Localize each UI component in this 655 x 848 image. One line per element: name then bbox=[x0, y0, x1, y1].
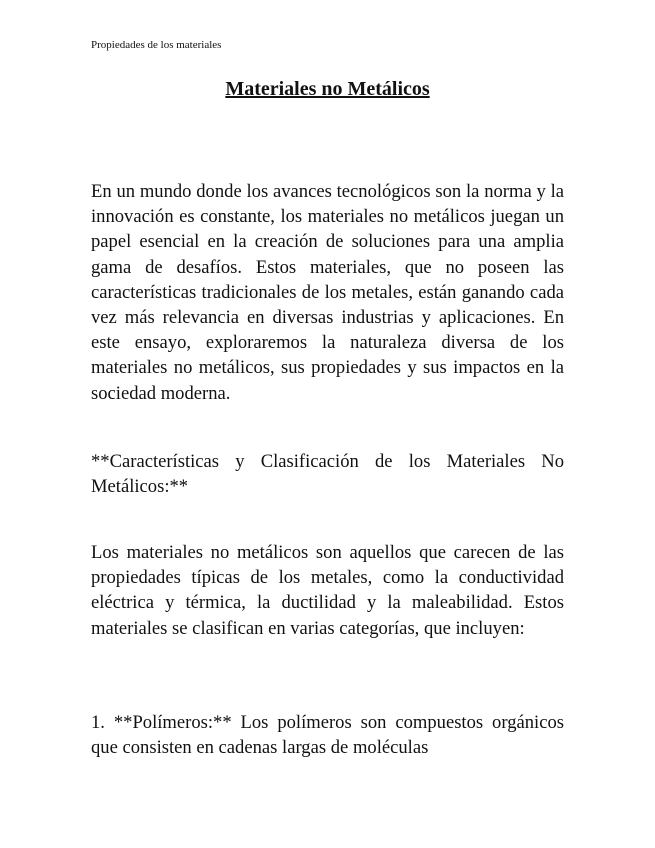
section-heading: **Características y Clasificación de los Materiales No Metálicos:** bbox=[91, 451, 564, 498]
document-title: Materiales no Metálicos bbox=[225, 78, 430, 100]
intro-paragraph: En un mundo donde los avances tecnológicos son la norma y la innovación es constante, los materiales no metálicos juegan un papel esencial en la creación de soluciones para una amplia gama de desafíos. Estos materiales, que no poseen las características tradicionales de los metales, están ganando cada vez más relevancia en diversas industrias y aplicaciones. En este ensayo, exploraremos la naturaleza diversa de los materiales no metálicos, sus propiedades y sus impactos en la sociedad moderna. bbox=[91, 181, 564, 404]
list-item-polymers: 1. **Polímeros:** Los polímeros son compuestos orgánicos que consisten en cadenas largas de moléculas bbox=[91, 712, 564, 759]
definition-paragraph: Los materiales no metálicos son aquellos que carecen de las propiedades típicas de los metales, como la conductividad eléctrica y térmica, la ductilidad y la maleabilidad. Estos materiales se clasifican en varias categorías, que incluyen: bbox=[91, 542, 564, 639]
running-header: Propiedades de los materiales bbox=[91, 39, 222, 51]
